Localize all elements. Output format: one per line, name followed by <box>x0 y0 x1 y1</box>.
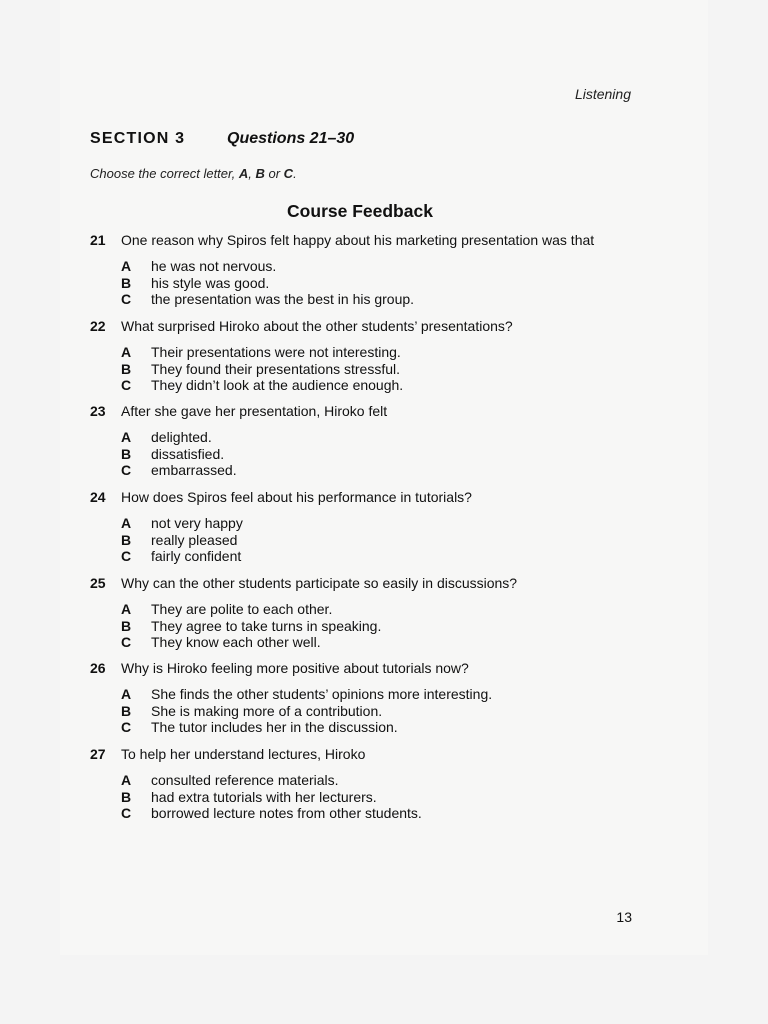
option-text: She finds the other students’ opinions more interesting. <box>151 686 493 702</box>
option-text: he was not nervous. <box>151 258 277 274</box>
instruction-period: . <box>293 166 297 181</box>
option-c <box>121 548 670 565</box>
option-letter: B <box>121 445 132 462</box>
instruction-letter-a: A <box>238 166 249 181</box>
question-23 <box>90 403 670 479</box>
option-b <box>121 703 670 720</box>
option-b <box>121 532 670 549</box>
question-number: 23 <box>90 403 106 419</box>
questions-range: Questions 21–30 <box>227 130 355 147</box>
option-letter: B <box>121 274 132 291</box>
section-heading <box>90 130 354 152</box>
question-text: What surprised Hiroko about the other students’ presentations? <box>121 318 513 334</box>
instruction-prefix: Choose the correct letter, <box>90 166 239 181</box>
option-b <box>121 361 670 378</box>
option-a <box>121 601 670 618</box>
question-24 <box>90 489 670 565</box>
option-c <box>121 291 670 308</box>
option-a <box>121 686 670 703</box>
option-letter: C <box>121 719 132 736</box>
option-text: dissatisfied. <box>151 445 225 462</box>
option-text: had extra tutorials with her lecturers. <box>151 788 377 805</box>
option-letter: C <box>121 805 132 822</box>
option-list <box>121 515 670 565</box>
option-c <box>121 634 670 651</box>
question-27 <box>90 746 670 822</box>
option-text: They know each other well. <box>151 634 321 651</box>
option-text: consulted reference materials. <box>151 772 339 788</box>
question-text: After she gave her presentation, Hiroko felt <box>121 403 388 419</box>
document-title: Course Feedback <box>287 201 433 221</box>
question-text: To help her understand lectures, Hiroko <box>121 746 366 762</box>
instruction-letter-c: C <box>283 166 294 181</box>
option-list <box>121 429 670 479</box>
question-26 <box>90 660 670 736</box>
instruction-letter-b: B <box>255 166 265 181</box>
question-stem <box>90 232 670 249</box>
option-a <box>121 344 670 361</box>
option-list <box>121 344 670 394</box>
option-text: They agree to take turns in speaking. <box>151 617 382 634</box>
option-text: his style was good. <box>151 274 270 291</box>
option-text: delighted. <box>151 429 212 445</box>
question-stem <box>90 746 670 763</box>
option-list <box>121 601 670 651</box>
option-text: the presentation was the best in his group. <box>151 291 415 308</box>
option-text: They are polite to each other. <box>151 601 333 617</box>
option-list <box>121 258 670 308</box>
option-a <box>121 258 670 275</box>
option-letter: B <box>121 531 132 548</box>
option-text: not very happy <box>151 515 243 531</box>
option-text: She is making more of a contribution. <box>151 702 383 719</box>
option-text: borrowed lecture notes from other students. <box>151 805 422 822</box>
option-b <box>121 275 670 292</box>
instruction-or: or <box>264 166 284 181</box>
question-number: 22 <box>90 318 106 334</box>
option-c <box>121 377 670 394</box>
option-letter: B <box>121 788 132 805</box>
question-stem <box>90 489 670 506</box>
question-number: 26 <box>90 660 106 676</box>
option-b <box>121 446 670 463</box>
option-text: They found their presentations stressful. <box>151 360 401 377</box>
question-number: 27 <box>90 746 106 762</box>
option-c <box>121 719 670 736</box>
option-list <box>121 772 670 822</box>
instruction <box>90 166 297 181</box>
question-text: One reason why Spiros felt happy about his marketing presentation was that <box>121 232 595 248</box>
option-letter: C <box>121 548 132 565</box>
option-letter: B <box>121 617 132 634</box>
running-head: Listening <box>574 86 631 102</box>
option-list <box>121 686 670 736</box>
option-letter: A <box>121 772 132 788</box>
option-text: fairly confident <box>151 548 242 565</box>
option-b <box>121 789 670 806</box>
question-stem <box>90 318 670 335</box>
question-text: Why can the other students participate so easily in discussions? <box>121 575 518 591</box>
option-letter: C <box>121 377 132 394</box>
option-text: Their presentations were not interesting. <box>151 344 401 360</box>
option-letter: C <box>121 634 132 651</box>
question-number: 21 <box>90 232 106 248</box>
question-text: Why is Hiroko feeling more positive about tutorials now? <box>121 660 469 676</box>
option-letter: A <box>121 515 132 531</box>
option-c <box>121 462 670 479</box>
option-text: They didn’t look at the audience enough. <box>151 377 404 394</box>
option-c <box>121 805 670 822</box>
question-text: How does Spiros feel about his performance in tutorials? <box>121 489 472 505</box>
page-number: 13 <box>616 909 632 925</box>
option-letter: A <box>121 601 132 617</box>
option-text: embarrassed. <box>151 462 237 479</box>
question-stem <box>90 660 670 677</box>
option-a <box>121 429 670 446</box>
option-letter: A <box>121 344 132 360</box>
option-letter: B <box>121 702 132 719</box>
question-number: 25 <box>90 575 106 591</box>
instruction-comma: , <box>248 166 256 181</box>
option-letter: A <box>121 429 132 445</box>
option-letter: C <box>121 291 132 308</box>
section-title: SECTION 3 <box>90 130 186 147</box>
option-letter: A <box>121 258 132 274</box>
question-21 <box>90 232 670 308</box>
option-letter: C <box>121 462 132 479</box>
question-stem <box>90 403 670 420</box>
option-b <box>121 618 670 635</box>
option-letter: B <box>121 360 132 377</box>
option-letter: A <box>121 686 132 702</box>
question-25 <box>90 575 670 651</box>
question-stem <box>90 575 670 592</box>
option-text: The tutor includes her in the discussion. <box>151 719 398 736</box>
question-22 <box>90 318 670 394</box>
question-number: 24 <box>90 489 106 505</box>
option-text: really pleased <box>151 531 238 548</box>
option-a <box>121 772 670 789</box>
option-a <box>121 515 670 532</box>
